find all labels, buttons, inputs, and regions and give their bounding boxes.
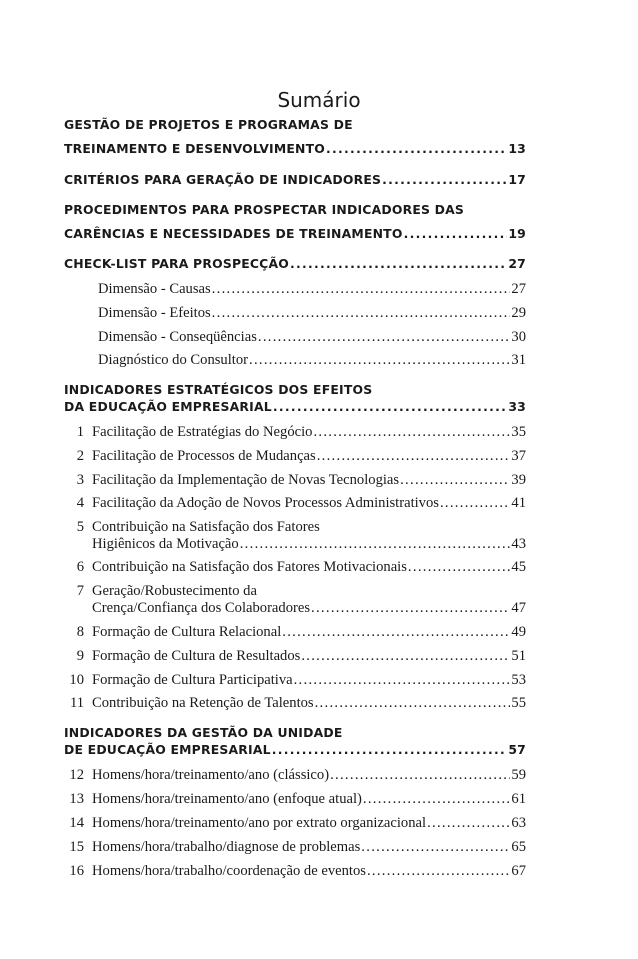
entry-number: 10 [69, 672, 84, 688]
dot-leader [440, 495, 510, 512]
dot-leader [294, 672, 511, 689]
dot-leader [258, 329, 511, 346]
entry-number: 4 [76, 495, 84, 511]
entry-number: 16 [69, 863, 84, 879]
toc-entry[interactable] [64, 863, 526, 885]
page-number: 35 [511, 424, 526, 440]
section-heading-text: DE EDUCAÇÃO EMPRESARIAL [64, 742, 271, 757]
entry-text: Homens/hora/trabalho/coordenação de eventos [92, 863, 366, 879]
toc-entry[interactable] [64, 559, 526, 581]
entry-text: Facilitação de Processos de Mudanças [92, 448, 316, 464]
dot-leader [317, 448, 511, 465]
entry-number: 13 [69, 791, 84, 807]
entry-text: Homens/hora/treinamento/ano por extrato organizacional [92, 815, 427, 831]
entry-text: Contribuição na Retenção de Talentos [92, 695, 314, 711]
section-heading-text: DA EDUCAÇÃO EMPRESARIAL [64, 399, 272, 414]
entry-text: Dimensão - Efeitos [98, 305, 211, 321]
dot-leader [273, 399, 508, 414]
entry-number: 7 [76, 583, 84, 599]
toc-entry[interactable] [64, 495, 526, 517]
dot-leader [212, 305, 511, 322]
dot-leader [212, 281, 511, 298]
toc-entry[interactable] [98, 329, 526, 351]
page-number: 17 [508, 172, 526, 187]
page-number: 39 [511, 472, 526, 488]
page-number: 33 [508, 399, 526, 414]
dot-leader [400, 472, 510, 489]
section-heading-text: CARÊNCIAS E NECESSIDADES DE TREINAMENTO [64, 226, 403, 241]
dot-leader [404, 226, 508, 241]
page-number: 53 [511, 672, 526, 688]
entry-text: Homens/hora/treinamento/ano (enfoque atual) [92, 791, 362, 807]
toc-entry[interactable] [64, 624, 526, 646]
toc-entry[interactable] [64, 648, 526, 670]
section-heading-text: CRITÉRIOS PARA GERAÇÃO DE INDICADORES [64, 172, 382, 187]
entry-text: Formação de Cultura Participativa [92, 672, 293, 688]
section-heading[interactable] [64, 256, 526, 278]
page-number: 37 [511, 448, 526, 464]
dot-leader [367, 863, 510, 880]
page-number: 59 [511, 767, 526, 783]
entry-number: 5 [76, 519, 84, 535]
entry-text: Crença/Confiança dos Colaboradores [92, 600, 311, 616]
page-number: 41 [511, 495, 526, 511]
section-heading-text: PROCEDIMENTOS PARA PROSPECTAR INDICADORES DAS [64, 202, 465, 217]
entry-text: Facilitação da Implementação de Novas Tecnologias [92, 472, 400, 488]
section-heading[interactable] [64, 226, 526, 248]
section-heading-text: CHECK-LIST PARA PROSPECÇÃO [64, 256, 289, 271]
dot-leader [301, 648, 510, 665]
dot-leader [361, 839, 510, 856]
entry-text: Geração/Robustecimento da [92, 583, 257, 599]
entry-number: 15 [69, 839, 84, 855]
toc-entry[interactable] [64, 672, 526, 694]
section-heading-text: GESTÃO DE PROJETOS E PROGRAMAS DE [64, 117, 353, 132]
section-heading[interactable] [64, 202, 526, 224]
entry-number: 8 [76, 624, 84, 640]
page-number: 13 [508, 141, 526, 156]
entry-text: Higiênicos da Motivação [92, 536, 239, 552]
entry-number: 1 [76, 424, 84, 440]
section-heading-text: TREINAMENTO E DESENVOLVIMENTO [64, 141, 326, 156]
entry-number: 11 [69, 695, 84, 711]
dot-leader [330, 767, 510, 784]
page-number: 31 [511, 352, 526, 368]
entry-number: 2 [76, 448, 84, 464]
dot-leader [326, 141, 507, 156]
page-number: 43 [511, 536, 526, 552]
entry-number: 6 [76, 559, 84, 575]
page-number: 61 [511, 791, 526, 807]
page-number: 57 [508, 742, 526, 757]
page-number: 19 [508, 226, 526, 241]
toc-entry[interactable] [98, 281, 526, 303]
toc-entry-continuation[interactable] [64, 536, 526, 558]
page-number: 27 [508, 256, 526, 271]
page-number: 49 [511, 624, 526, 640]
page-number: 47 [511, 600, 526, 616]
entry-number: 12 [69, 767, 84, 783]
toc-entry-continuation[interactable] [64, 600, 526, 622]
section-heading[interactable] [64, 117, 526, 139]
dot-leader [311, 600, 510, 617]
toc-entry[interactable] [64, 791, 526, 813]
dot-leader [315, 695, 511, 712]
entry-number: 9 [76, 648, 84, 664]
section-heading[interactable] [64, 399, 526, 421]
dot-leader [272, 742, 508, 757]
toc-entry[interactable] [98, 305, 526, 327]
section-heading[interactable] [64, 141, 526, 163]
dot-leader [408, 559, 510, 576]
toc-entry[interactable] [64, 695, 526, 717]
page-number: 45 [511, 559, 526, 575]
page-number: 27 [511, 281, 526, 297]
section-heading-text: INDICADORES DA GESTÃO DA UNIDADE [64, 725, 343, 740]
toc-title: Sumário [277, 88, 361, 112]
dot-leader [240, 536, 511, 553]
section-heading[interactable] [64, 742, 526, 764]
entry-text: Facilitação de Estratégias do Negócio [92, 424, 313, 440]
entry-text: Homens/hora/treinamento/ano (clássico) [92, 767, 330, 783]
toc-entry[interactable] [64, 815, 526, 837]
entry-text: Contribuição na Satisfação dos Fatores Motivacionais [92, 559, 407, 575]
dot-leader [313, 424, 510, 441]
section-heading-text: INDICADORES ESTRATÉGICOS DOS EFEITOS [64, 382, 373, 397]
entry-text: Dimensão - Conseqüências [98, 329, 257, 345]
page-number: 29 [511, 305, 526, 321]
dot-leader [382, 172, 507, 187]
section-heading[interactable] [64, 172, 526, 194]
entry-number: 3 [76, 472, 84, 488]
entry-number: 14 [69, 815, 84, 831]
entry-text: Diagnóstico do Consultor [98, 352, 248, 368]
dot-leader [363, 791, 511, 808]
entry-text: Facilitação da Adoção de Novos Processos Administrativos [92, 495, 439, 511]
toc-entry[interactable] [98, 352, 526, 374]
toc-entry[interactable] [64, 472, 526, 494]
dot-leader [282, 624, 510, 641]
page-number: 63 [511, 815, 526, 831]
entry-text: Dimensão - Causas [98, 281, 211, 297]
dot-leader [290, 256, 507, 271]
page-number: 65 [511, 839, 526, 855]
entry-text: Contribuição na Satisfação dos Fatores [92, 519, 320, 535]
dot-leader [249, 352, 510, 369]
entry-text: Homens/hora/trabalho/diagnose de problemas [92, 839, 361, 855]
page-number: 67 [511, 863, 526, 879]
toc-entry[interactable] [64, 424, 526, 446]
toc-entry[interactable] [64, 448, 526, 470]
toc-entry[interactable] [64, 839, 526, 861]
entry-text: Formação de Cultura Relacional [92, 624, 282, 640]
dot-leader [427, 815, 510, 832]
entry-text: Formação de Cultura de Resultados [92, 648, 301, 664]
page-number: 51 [511, 648, 526, 664]
page-number: 55 [511, 695, 526, 711]
page-number: 30 [511, 329, 526, 345]
toc-entry[interactable] [64, 767, 526, 789]
